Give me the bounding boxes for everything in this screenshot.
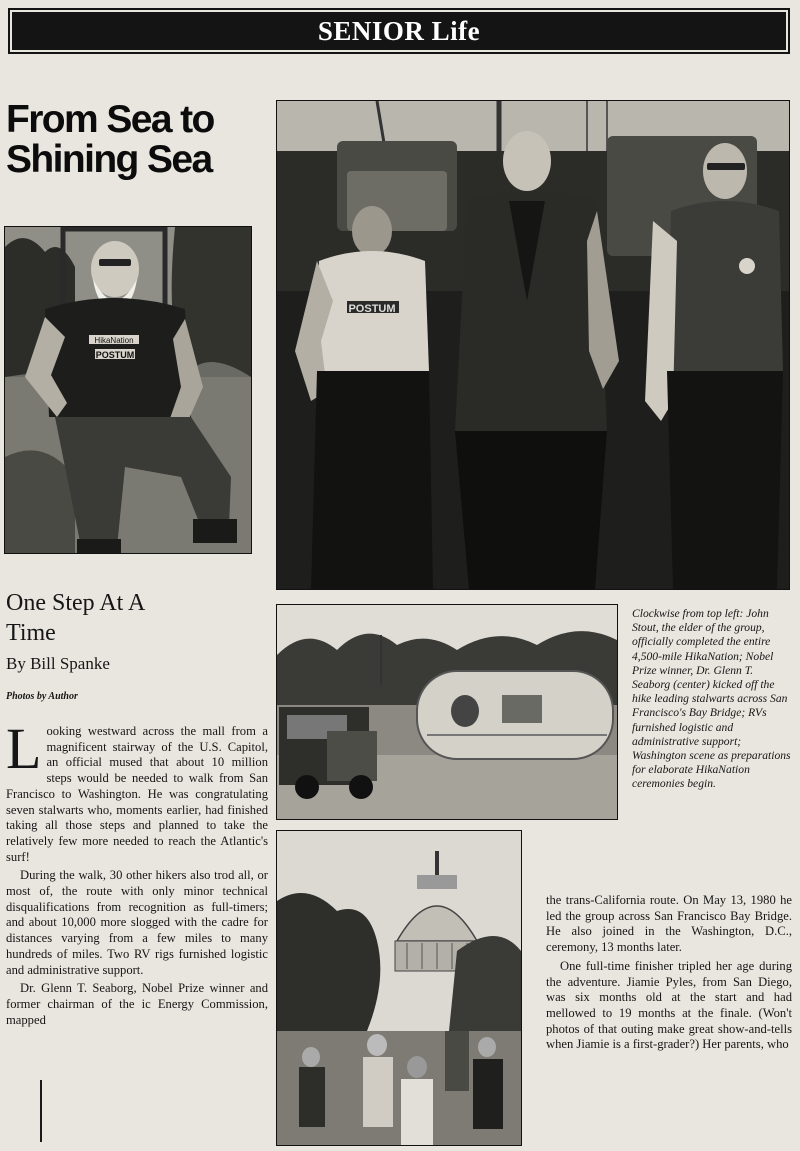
photo-rv-support xyxy=(276,604,618,820)
column-rule xyxy=(40,1080,42,1142)
section-title: SENIOR Life xyxy=(317,15,481,46)
photo-caption: Clockwise from top left: John Stout, the elder of the group, officially completed the entire 4,500-mile HikaNation; Nobel Prize winner, Dr. Glenn T. Seaborg (center) kicked off the hike leading stalwarts across San Francisco's Bay Bridge; RVs furnished logistic and administrative support; Washington scene as preparations for elaborate HikaNation ceremonies begin. xyxy=(632,607,791,791)
headline-line-1: From Sea to xyxy=(6,98,214,141)
lead-paragraph xyxy=(6,716,268,865)
headline-line-2: Shining Sea xyxy=(6,138,212,181)
section-banner xyxy=(8,8,790,54)
shirt-text-bottom: POSTUM xyxy=(95,350,135,360)
paragraph-3: Dr. Glenn T. Seaborg, Nobel Prize winner and former chairman of the ic Energy Commission, mapped xyxy=(6,981,268,1027)
lead-text: ooking westward across the mall from a magnificent stairway of the U.S. Capitol, an official mused that about 10 million steps would be needed to walk from San Francisco to Washington. He was congratulating seven stalwarts who, moments earlier, had finished taking all those steps and planned to take the relatively few more needed to reach the Atlantic's surf! xyxy=(6,724,268,864)
photo-elder-hiker xyxy=(4,226,252,554)
subhead-line-2: Time xyxy=(6,620,56,646)
photo-capitol-scene xyxy=(276,830,522,1146)
col2-paragraph-1: the trans-California route. On May 13, 1980 he led the group across San Francisco Bay Bridge. He also joined in the Washington, D.C., ceremony, 13 months later. xyxy=(546,893,792,955)
photo-credit: Photos by Author xyxy=(6,691,78,702)
article-column-1 xyxy=(6,716,268,1031)
subhead-line-1: One Step At A xyxy=(6,590,146,616)
col2-paragraph-2: One full-time finisher tripled her age during the adventure. Jiamie Pyles, from San Diego, was six months old at the start and had mellowed to 19 months at the finale. (Won't photos of that outing make great show-and-tells when Jiamie is a first-grader?) Her parents, who xyxy=(546,958,792,1052)
hiker-shirt-text: POSTUM xyxy=(348,303,396,315)
article-column-2 xyxy=(546,893,792,1056)
byline: By Bill Spanke xyxy=(6,654,110,673)
paragraph-2: During the walk, 30 other hikers also trod all, or most of, the route with only minor technical disqualifications from recognition as full-timers; and about 10,000 more slogged with the cadre for distances varying from a few miles to many hundreds of miles. Two RV rigs furnished logistic and administrative support. xyxy=(6,868,268,977)
photo-group-hikers xyxy=(276,100,790,590)
headline xyxy=(6,100,274,180)
shirt-text-top: HikaNation xyxy=(94,336,134,345)
subhead xyxy=(6,588,256,648)
drop-cap: L xyxy=(6,716,42,781)
